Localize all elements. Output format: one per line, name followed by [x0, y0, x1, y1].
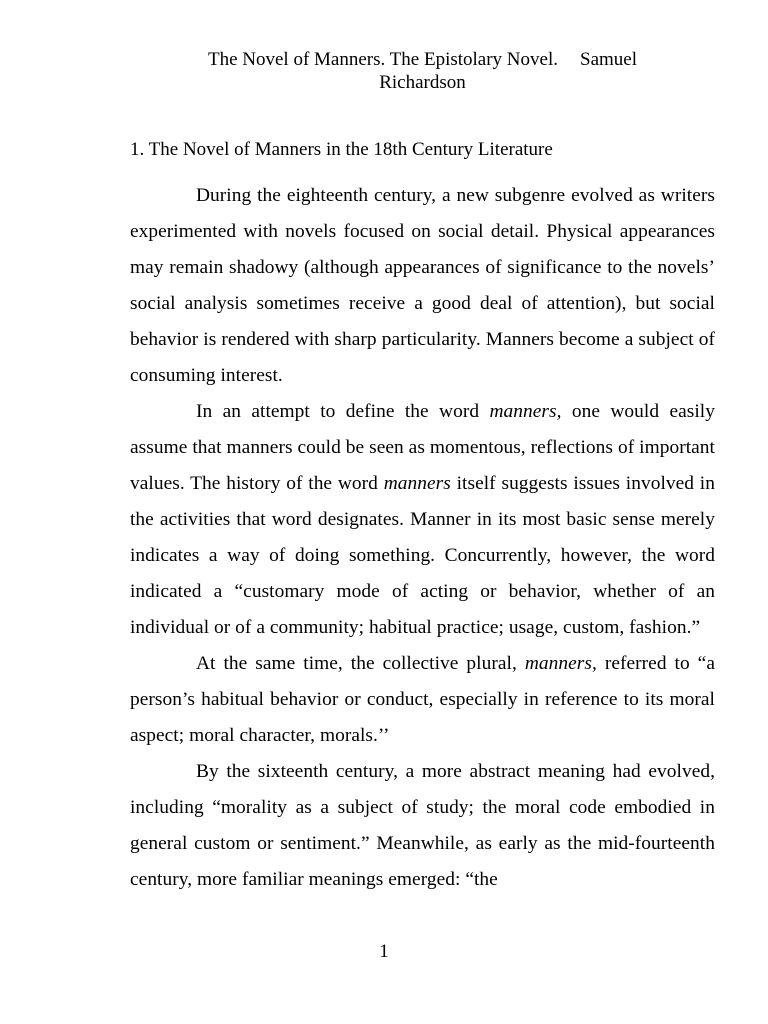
- body-text: [130, 178, 715, 898]
- title-part-1: The Novel of Manners. The Epistolary Novel.: [207, 49, 558, 70]
- paragraph-2-text-b: one would easily assume that manners could be seen as momentous, reflections of important values. The history of the word: [130, 401, 715, 494]
- paragraph-4: By the sixteenth century, a more abstract meaning had evolved, including “morality as a subject of study; the moral code embodied in general custom or sentiment.” Meanwhile, as early as the mid-fourteenth century, more familiar meanings emerged: “the: [130, 761, 715, 890]
- title-part-2: Samuel: [580, 49, 637, 70]
- paragraph-3-text-a: At the same time, the collective plural,: [196, 653, 525, 674]
- paragraph-2-text-c: itself suggests issues involved in the activities that word designates. Manner in its most basic sense merely indicates a way of doing something. Concurrently, however, the word indicated a “customary mode of acting or behavior, whether of an individual or of a community; habitual practice; usage, custom, fashion.”: [130, 473, 715, 638]
- paragraph-2: [130, 394, 715, 646]
- paragraph-2-text-a: In an attempt to define the word: [196, 401, 490, 422]
- paragraph-3-emphasis-a: manners,: [524, 653, 597, 674]
- page-number: 1: [379, 941, 389, 962]
- title-line-2: Richardson: [379, 72, 466, 93]
- document-title: [130, 48, 715, 94]
- section-heading: 1. The Novel of Manners in the 18th Century Literature: [130, 139, 553, 160]
- paragraph-2-emphasis-b: manners: [383, 473, 451, 494]
- paragraph-1: During the eighteenth century, a new subgenre evolved as writers experimented with novels focused on social detail. Physical appearances may remain shadowy (although appearances of significance to the novels’ social analysis sometimes receive a good deal of attention), but social behavior is rendered with sharp particularity. Manners become a subject of consuming interest.: [130, 185, 715, 386]
- paragraph-2-emphasis-a: manners,: [489, 401, 562, 422]
- paragraph-3-text-b: referred to “a person’s habitual behavior or conduct, especially in reference to its moral aspect; moral character, morals.’’: [130, 653, 715, 746]
- paragraph-3: [130, 646, 715, 754]
